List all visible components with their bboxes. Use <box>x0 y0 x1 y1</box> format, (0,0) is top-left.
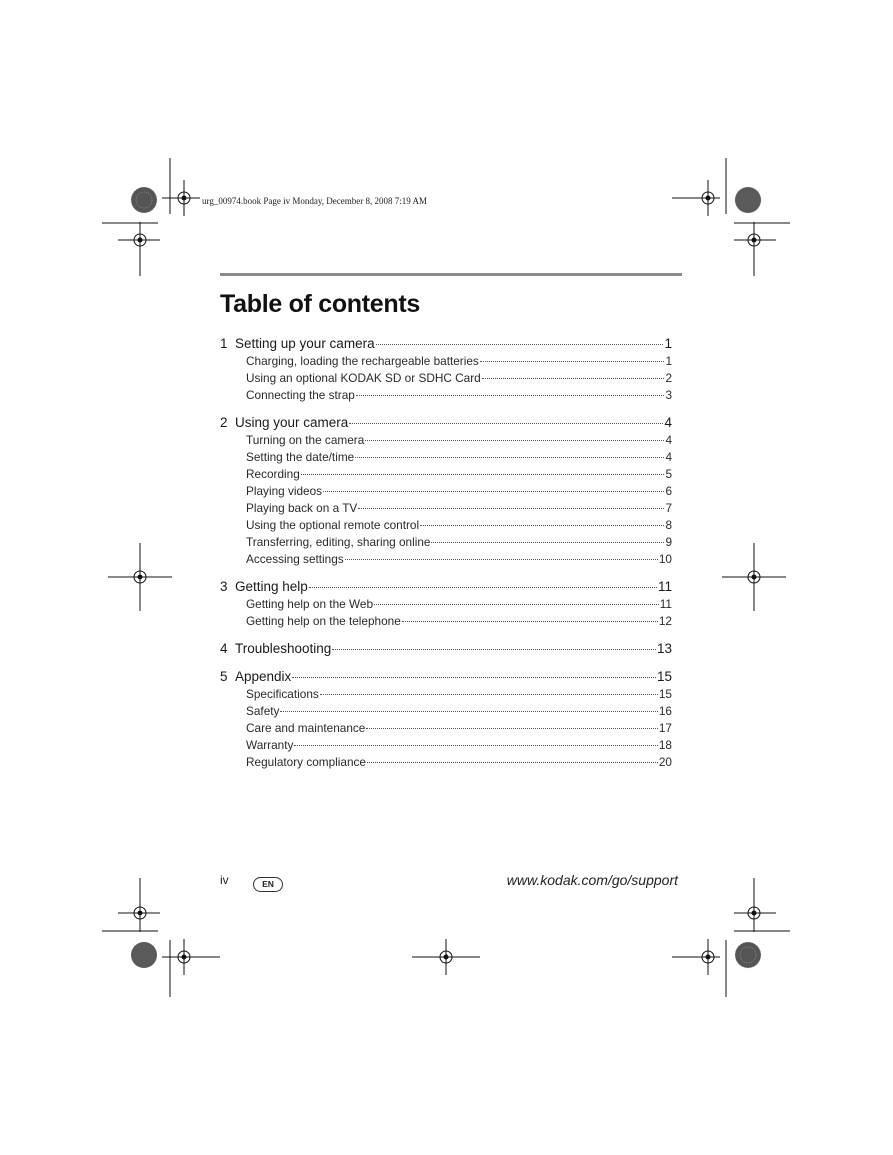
toc-chapter-entry[interactable] <box>220 641 672 659</box>
subentry-page: 8 <box>665 518 672 532</box>
subentry-page: 9 <box>665 535 672 549</box>
chapter-page: 15 <box>656 669 672 684</box>
subentry-page: 11 <box>659 597 672 611</box>
subentry-title: Using an optional KODAK SD or SDHC Card <box>246 371 481 385</box>
chapter-page: 11 <box>657 579 672 594</box>
subentry-title: Using the optional remote control <box>246 518 420 532</box>
chapter-number: 1 <box>220 336 228 351</box>
dot-leader <box>365 440 664 441</box>
toc-subentry[interactable] <box>220 552 672 569</box>
dot-leader <box>402 621 658 622</box>
gray-dot-mark-icon <box>735 187 761 213</box>
table-of-contents <box>220 336 672 782</box>
subentry-title: Safety <box>246 704 280 718</box>
chapter-title: Setting up your camera <box>235 336 375 351</box>
dot-leader <box>332 649 656 650</box>
title-rule <box>220 273 682 276</box>
subentry-page: 7 <box>665 501 672 515</box>
dot-leader <box>356 395 665 396</box>
subentry-page: 18 <box>658 738 672 752</box>
subentry-page: 10 <box>658 552 672 566</box>
crosshair-target-icon <box>672 939 720 975</box>
subentry-page: 15 <box>658 687 672 701</box>
subentry-page: 1 <box>665 354 672 368</box>
toc-subentry[interactable] <box>220 597 672 614</box>
dot-leader <box>355 457 664 458</box>
toc-section <box>220 415 672 569</box>
dot-leader <box>431 542 664 543</box>
subentry-page: 17 <box>658 721 672 735</box>
subentry-title: Getting help on the Web <box>246 597 374 611</box>
dot-leader <box>280 711 657 712</box>
toc-subentry[interactable] <box>220 371 672 388</box>
subentry-title: Accessing settings <box>246 552 344 566</box>
toc-subentry[interactable] <box>220 354 672 371</box>
support-url-link[interactable]: www.kodak.com/go/support <box>506 872 678 888</box>
toc-subentry[interactable] <box>220 535 672 552</box>
crosshair-target-icon <box>162 180 200 216</box>
toc-chapter-entry[interactable] <box>220 669 672 687</box>
toc-subentry[interactable] <box>220 501 672 518</box>
chapter-number: 5 <box>220 669 228 684</box>
chapter-number: 2 <box>220 415 228 430</box>
language-badge: EN <box>253 877 283 892</box>
chapter-title: Using your camera <box>235 415 349 430</box>
toc-section <box>220 669 672 772</box>
dot-leader <box>420 525 664 526</box>
subentry-page: 2 <box>665 371 672 385</box>
chapter-title: Getting help <box>235 579 308 594</box>
chapter-page: 4 <box>664 415 672 430</box>
subentry-page: 20 <box>658 755 672 769</box>
dot-leader <box>320 694 658 695</box>
chapter-number: 3 <box>220 579 228 594</box>
toc-section <box>220 579 672 631</box>
chapter-title: Troubleshooting <box>235 641 332 656</box>
subentry-title: Recording <box>246 467 300 481</box>
subentry-page: 16 <box>658 704 672 718</box>
crosshair-target-icon <box>672 180 720 216</box>
page-title: Table of contents <box>220 290 421 318</box>
subentry-title: Setting the date/time <box>246 450 355 464</box>
toc-chapter-entry[interactable] <box>220 579 672 597</box>
gray-dot-mark-icon <box>131 942 157 968</box>
dot-leader <box>366 728 658 729</box>
dot-leader <box>294 745 657 746</box>
crosshair-target-icon <box>162 939 220 975</box>
dot-leader <box>358 508 664 509</box>
dot-leader <box>480 361 665 362</box>
starburst-mark-icon <box>131 187 157 213</box>
print-header: urg_00974.book Page iv Monday, December 8, 2008 7:19 AM <box>202 196 427 206</box>
dot-leader <box>374 604 659 605</box>
subentry-title: Getting help on the telephone <box>246 614 401 628</box>
dot-leader <box>309 587 657 588</box>
dot-leader <box>349 423 663 424</box>
subentry-title: Care and maintenance <box>246 721 366 735</box>
toc-subentry[interactable] <box>220 388 672 405</box>
toc-subentry[interactable] <box>220 614 672 631</box>
subentry-title: Connecting the strap <box>246 388 355 402</box>
subentry-page: 5 <box>665 467 672 481</box>
subentry-title: Playing videos <box>246 484 323 498</box>
toc-subentry[interactable] <box>220 704 672 721</box>
chapter-page: 1 <box>664 336 672 351</box>
toc-subentry[interactable] <box>220 755 672 772</box>
subentry-title: Turning on the camera <box>246 433 365 447</box>
toc-subentry[interactable] <box>220 433 672 450</box>
dot-leader <box>301 474 665 475</box>
subentry-title: Playing back on a TV <box>246 501 358 515</box>
dot-leader <box>292 677 656 678</box>
dot-leader <box>367 762 658 763</box>
toc-subentry[interactable] <box>220 484 672 501</box>
subentry-title: Regulatory compliance <box>246 755 366 769</box>
starburst-mark-icon <box>735 942 761 968</box>
dot-leader <box>482 378 665 379</box>
toc-chapter-entry[interactable] <box>220 336 672 354</box>
chapter-title: Appendix <box>235 669 292 684</box>
subentry-page: 4 <box>665 450 672 464</box>
toc-subentry[interactable] <box>220 467 672 484</box>
subentry-page: 6 <box>665 484 672 498</box>
toc-section <box>220 336 672 405</box>
toc-chapter-entry[interactable] <box>220 415 672 433</box>
dot-leader <box>323 491 664 492</box>
subentry-page: 4 <box>665 433 672 447</box>
toc-subentry[interactable] <box>220 450 672 467</box>
subentry-page: 12 <box>658 614 672 628</box>
subentry-title: Charging, loading the rechargeable batteries <box>246 354 479 368</box>
chapter-page: 13 <box>656 641 672 656</box>
toc-subentry[interactable] <box>220 721 672 738</box>
subentry-title: Specifications <box>246 687 319 701</box>
subentry-page: 3 <box>665 388 672 402</box>
subentry-title: Transferring, editing, sharing online <box>246 535 431 549</box>
subentry-title: Warranty <box>246 738 294 752</box>
toc-subentry[interactable] <box>220 687 672 704</box>
toc-section <box>220 641 672 659</box>
dot-leader <box>376 344 664 345</box>
toc-subentry[interactable] <box>220 518 672 535</box>
page-number: iv <box>220 873 229 887</box>
chapter-number: 4 <box>220 641 228 656</box>
toc-subentry[interactable] <box>220 738 672 755</box>
dot-leader <box>345 559 658 560</box>
